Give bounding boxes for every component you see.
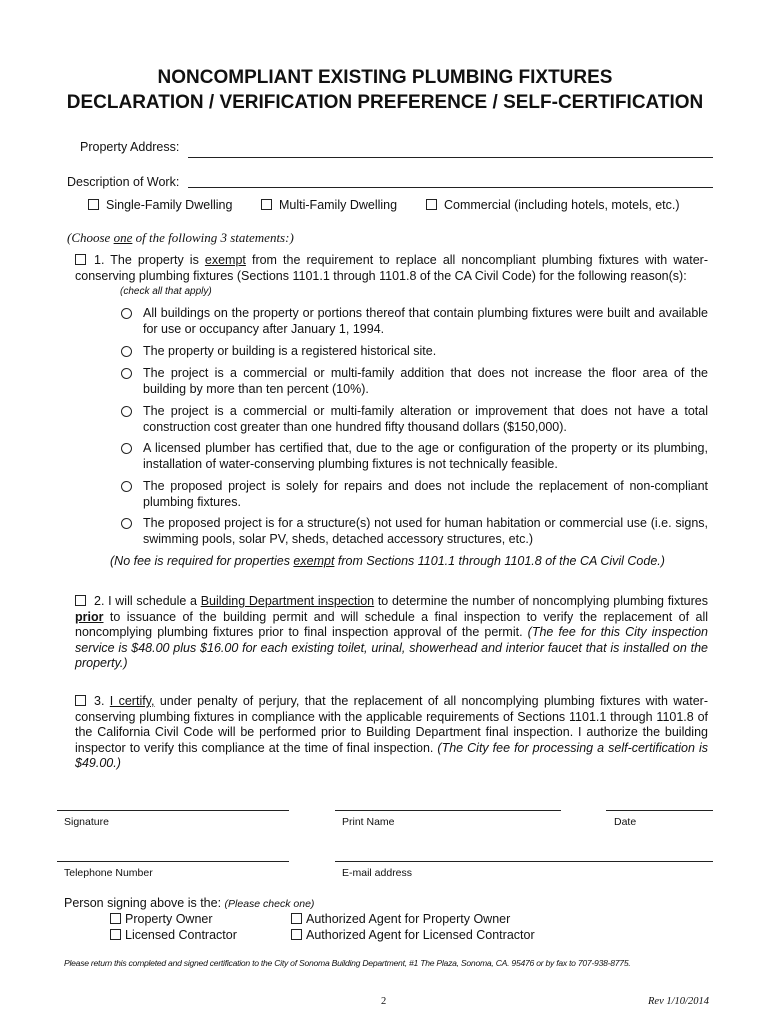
dwelling-option-commercial[interactable] xyxy=(426,198,680,212)
checkbox[interactable] xyxy=(261,199,272,210)
return-instructions: Please return this completed and signed certification to the City of Sonoma Building Department, #1 The Plaza, Sonoma, CA. 95476 or by fax to 707-938-8775. xyxy=(64,958,631,968)
print-name-field[interactable] xyxy=(335,810,561,811)
dwelling-option-multi-family[interactable] xyxy=(261,198,397,212)
page-number: 2 xyxy=(381,996,387,1007)
radio-circle[interactable] xyxy=(121,443,132,454)
property-address-label: Property Address: xyxy=(80,140,180,154)
signer-option-agent-contractor[interactable]: Authorized Agent for Licensed Contractor xyxy=(291,928,535,942)
dwelling-label: Single-Family Dwelling xyxy=(106,198,233,212)
telephone-label: Telephone Number xyxy=(64,867,153,879)
choose-instruction: (Choose one of the following 3 statements:) xyxy=(67,230,294,245)
checkbox[interactable] xyxy=(291,913,302,924)
print-name-label: Print Name xyxy=(342,816,395,828)
date-label: Date xyxy=(614,816,637,828)
radio-circle[interactable] xyxy=(121,368,132,379)
dwelling-label: Multi-Family Dwelling xyxy=(279,198,398,212)
signer-type-label: Person signing above is the: (Please check one) xyxy=(64,896,315,910)
statement-2-checkbox[interactable] xyxy=(75,595,86,606)
property-address-field[interactable] xyxy=(188,157,713,158)
signature-label: Signature xyxy=(64,816,109,828)
statement-1-checkbox[interactable] xyxy=(75,254,86,265)
signer-option-property-owner[interactable]: Property Owner xyxy=(110,912,213,926)
email-label: E-mail address xyxy=(342,867,413,879)
telephone-field[interactable] xyxy=(57,861,289,862)
statement-1: 1. The property is exempt from the requirement to replace all noncompliant plumbing fixtures with water-conserving plumbing fixtures (Sections 1101.1 through 1101.8 of the CA Civil Code) for the following reason(s): xyxy=(75,253,708,283)
description-of-work-label: Description of Work: xyxy=(67,175,180,189)
radio-circle[interactable] xyxy=(121,406,132,417)
signer-option-agent-owner[interactable]: Authorized Agent for Property Owner xyxy=(291,912,510,926)
signature-field[interactable] xyxy=(57,810,289,811)
radio-circle[interactable] xyxy=(121,308,132,319)
radio-circle[interactable] xyxy=(121,346,132,357)
email-field[interactable] xyxy=(335,861,713,862)
checkbox[interactable] xyxy=(88,199,99,210)
dwelling-label: Commercial (including hotels, motels, etc.) xyxy=(444,198,680,212)
statement-2: 2. I will schedule a Building Department inspection to determine the number of noncomplying plumbing fixtures prior to issuance of the building permit and will schedule a final inspection to verify the replacement of all noncomplying plumbing fixtures prior to final inspection approval of the permit. (The fee for this City inspection service is $48.00 plus $16.00 for each existing toilet, urinal, showerhead and interior faucet that is installed on the property.) xyxy=(75,594,708,670)
checkbox[interactable] xyxy=(110,929,121,940)
statement-3-checkbox[interactable] xyxy=(75,695,86,706)
no-fee-note: (No fee is required for properties exempt from Sections 1101.1 through 1101.8 of the CA Civil Code.) xyxy=(110,554,665,568)
dwelling-option-single-family[interactable] xyxy=(88,198,232,212)
signer-option-licensed-contractor[interactable]: Licensed Contractor xyxy=(110,928,237,942)
form-title-line2: DECLARATION / VERIFICATION PREFERENCE / SELF-CERTIFICATION xyxy=(66,92,704,113)
checkbox[interactable] xyxy=(426,199,437,210)
checkbox[interactable] xyxy=(110,913,121,924)
revision-date: Rev 1/10/2014 xyxy=(648,996,709,1007)
checkbox[interactable] xyxy=(291,929,302,940)
statement-3: 3. I certify, under penalty of perjury, that the replacement of all noncomplying plumbing fixtures with water-conserving plumbing fixtures in compliance with the applicable requirements of Sections 1101.1 through 1101.8 of the California Civil Code will be performed prior to Building Department final inspection. I authorize the building inspector to verify this compliance at the time of final inspection. (The City fee for processing a self-certification is $49.00.) xyxy=(75,694,708,770)
radio-circle[interactable] xyxy=(121,481,132,492)
description-of-work-field[interactable] xyxy=(188,187,713,188)
check-all-hint: (check all that apply) xyxy=(120,286,212,297)
date-field[interactable] xyxy=(606,810,713,811)
form-title-line1: NONCOMPLIANT EXISTING PLUMBING FIXTURES xyxy=(157,67,613,88)
radio-circle[interactable] xyxy=(121,518,132,529)
